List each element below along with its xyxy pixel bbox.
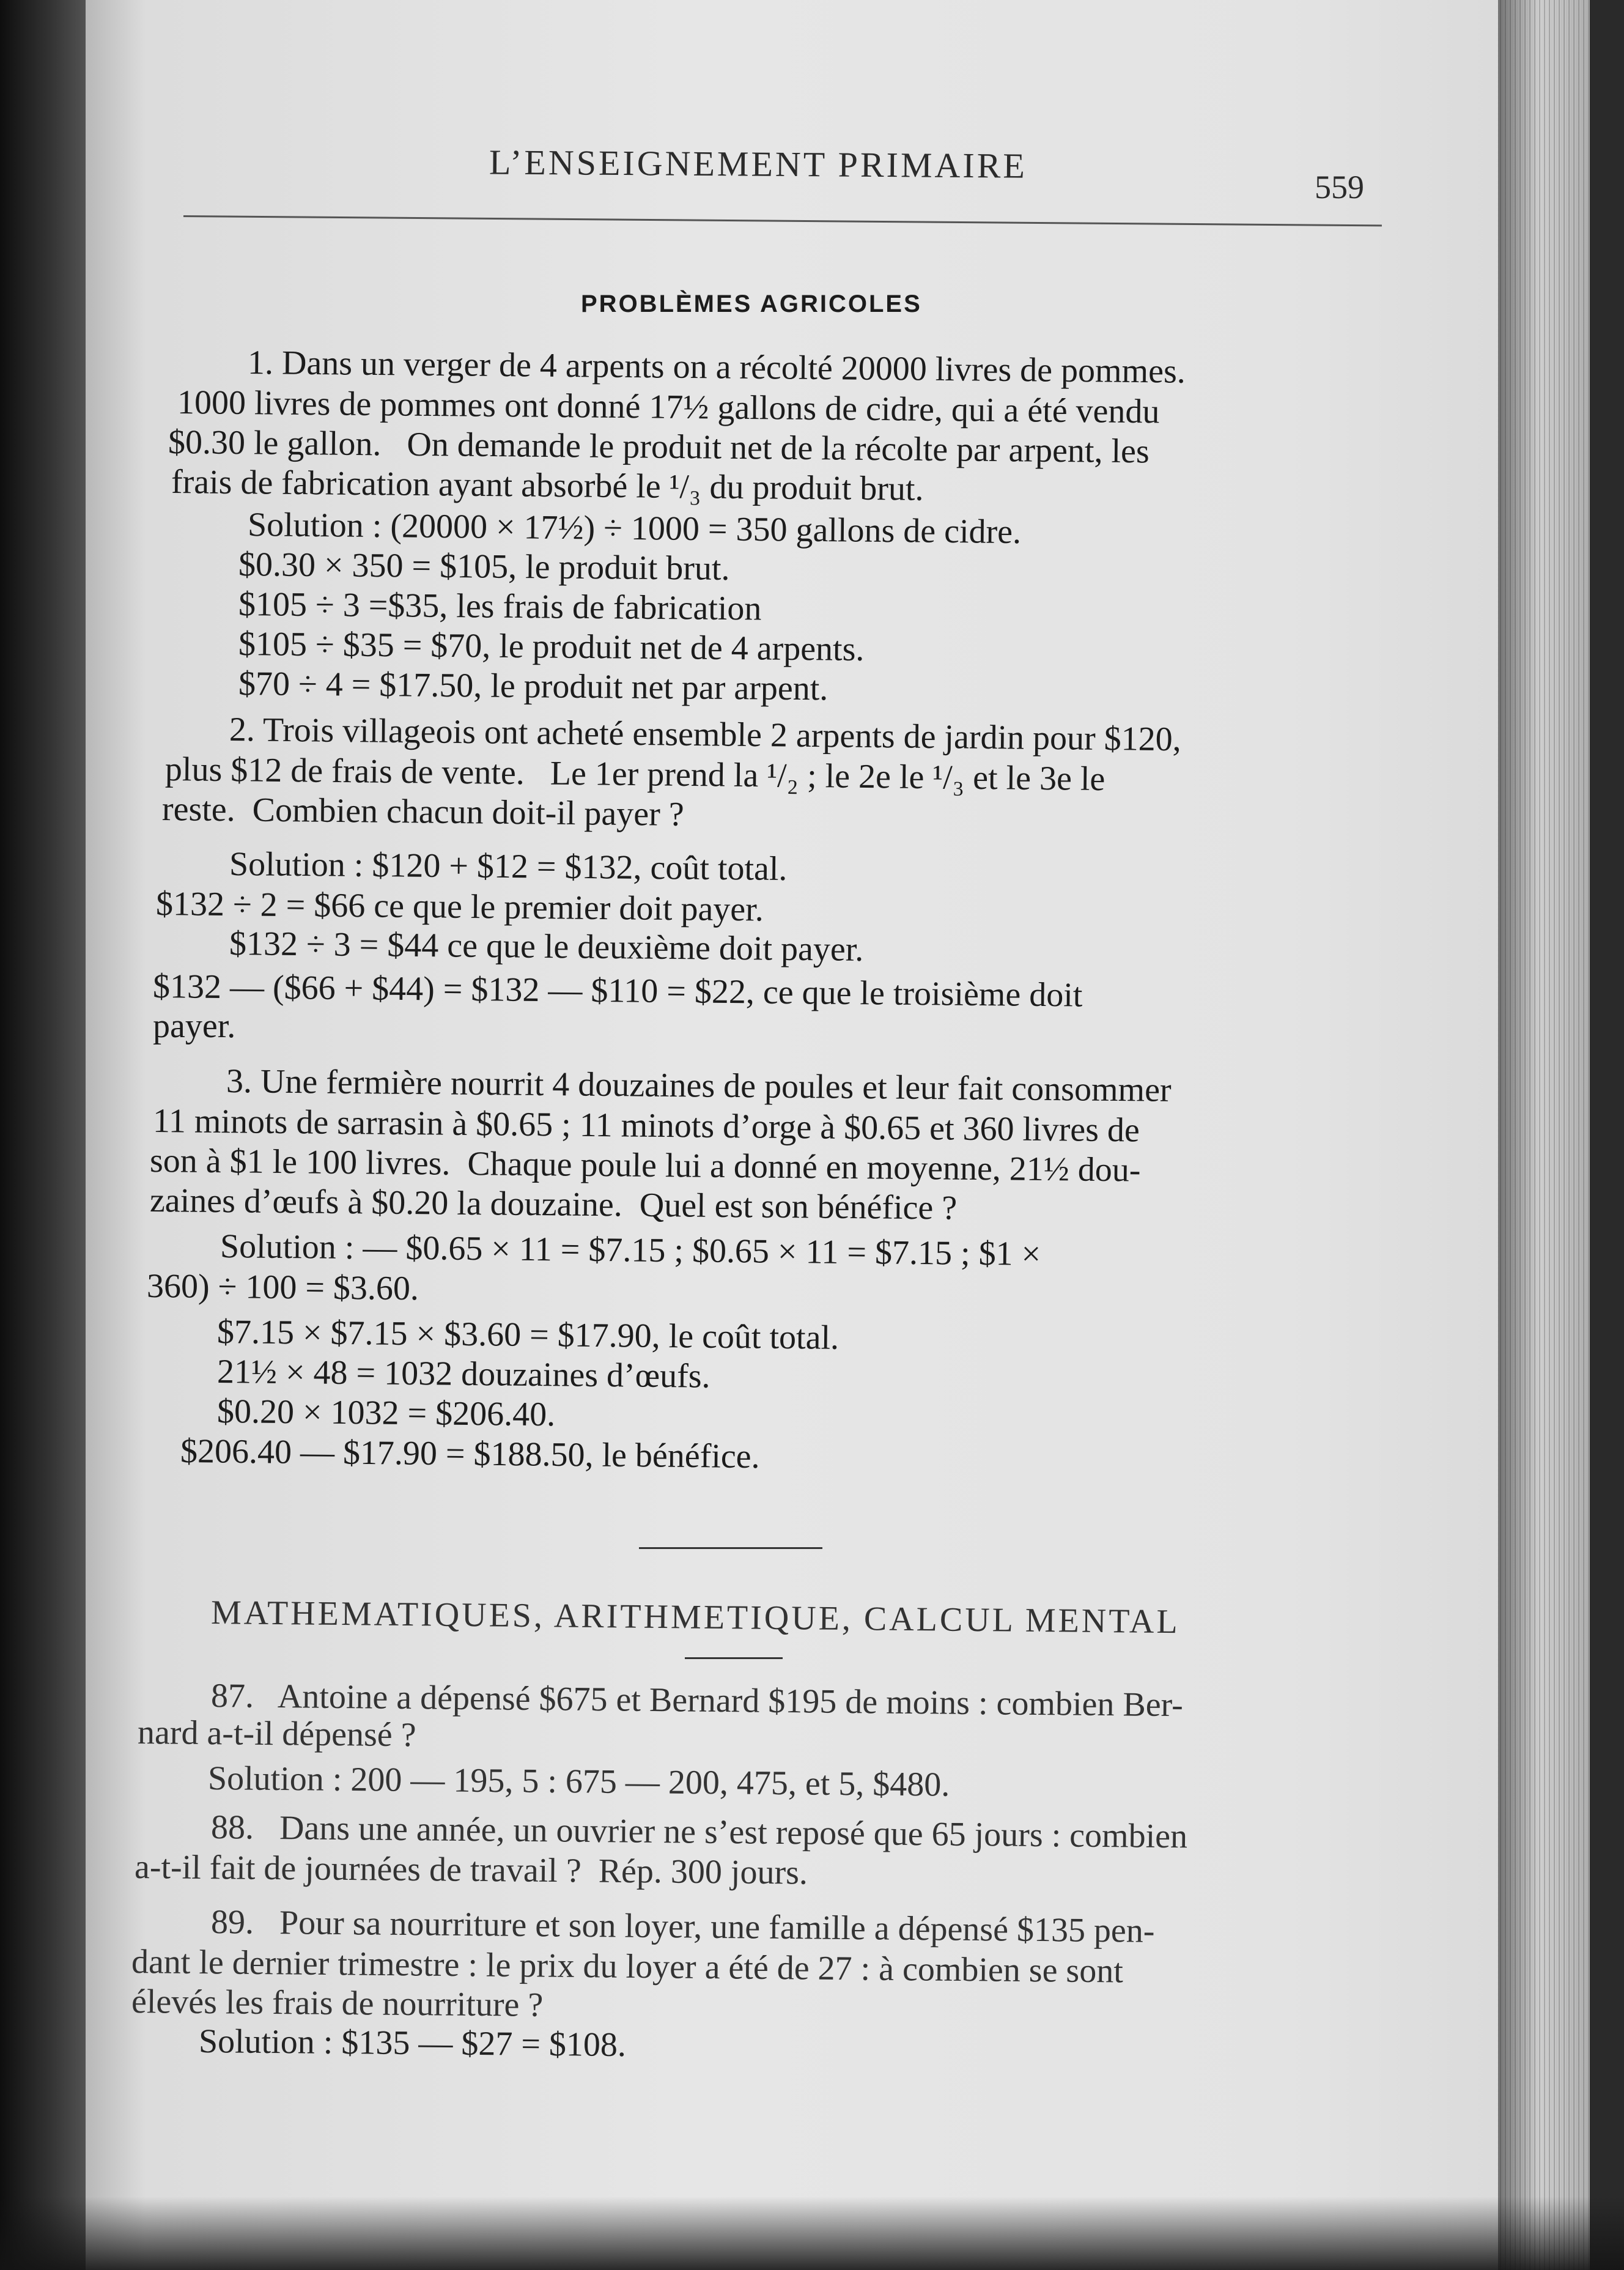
text-line: 3. Une fermière nourrit 4 douzaines de poules et leur fait consommer [226, 1062, 1172, 1109]
text-line: élevés les frais de nourriture ? [131, 1983, 544, 2024]
text-line: 1000 livres de pommes ont donné 17½ gallons de cidre, qui a été vendu [177, 383, 1160, 431]
solution-line: $7.15 × $7.15 × $3.60 = $17.90, le coût total. [216, 1313, 840, 1357]
section-title-math: MATHEMATIQUES, ARITHMETIQUE, CALCUL MENTAL [210, 1594, 1180, 1641]
text-line: 2. Trois villageois ont acheté ensemble 2 arpents de jardin pour $120, [229, 711, 1182, 759]
solution-line: 21½ × 48 = 1032 douzaines d’œufs. [216, 1353, 711, 1396]
solution-line: $0.20 × 1032 = $206.40. [216, 1392, 556, 1434]
scan-left-frame [0, 0, 92, 2270]
solution-line: $70 ÷ 4 = $17.50, le produit net par arpent. [238, 665, 829, 708]
text-line: son à $1 le 100 livres. Chaque poule lui a donné en moyenne, 21½ dou- [149, 1142, 1141, 1189]
running-title: L’ENSEIGNEMENT PRIMAIRE [489, 142, 1028, 186]
solution-line: $132 — ($66 + $44) = $132 — $110 = $22, ce que le troisième doit [152, 967, 1083, 1015]
text-line: payer. [153, 1007, 236, 1045]
text-line: 88. Dans une année, un ouvrier ne s’est reposé que 65 jours : combien [210, 1808, 1188, 1856]
text-line: zaines d’œufs à $0.20 la douzaine. Quel est son bénéfice ? [149, 1181, 958, 1227]
section-title-underline [685, 1657, 783, 1659]
solution-line: $105 ÷ $35 = $70, le produit net de 4 arpents. [238, 625, 865, 668]
text-line: 11 minots de sarrasin à $0.65 ; 11 minots d’orge à $0.65 et 360 livres de [152, 1102, 1140, 1150]
text-line: 1. Dans un verger de 4 arpents on a récolté 20000 livres de pommes. [247, 344, 1186, 391]
solution-line: $206.40 — $17.90 = $188.50, le bénéfice. [180, 1432, 760, 1476]
page-number: 559 [1315, 169, 1364, 205]
text-line: plus $12 de frais de vente. Le 1er prend la ¹/₂ ; le 2e le ¹/₃ et le 3e le [164, 750, 1105, 799]
solution-line: $0.30 × 350 = $105, le produit brut. [238, 545, 730, 588]
text-line: frais de fabrication ayant absorbé le ¹/₃ du produit brut. [171, 463, 924, 508]
solution-line: Solution : — $0.65 × 11 = $7.15 ; $0.65 × 11 = $7.15 ; $1 × [220, 1227, 1041, 1273]
text-line: dant le dernier trimestre : le prix du loyer a été de 27 : à combien se sont [131, 1943, 1124, 1991]
solution-line: Solution : $135 — $27 = $108. [198, 2022, 627, 2065]
solution-line: $132 ÷ 3 = $44 ce que le deuxième doit payer. [229, 925, 864, 969]
solution-line: Solution : 200 — 195, 5 : 675 — 200, 475, et 5, $480. [207, 1759, 950, 1804]
page-edges [1498, 0, 1590, 2270]
section-title-agricultural: PROBLÈMES AGRICOLES [581, 290, 922, 317]
solution-line: Solution : $120 + $12 = $132, coût total. [229, 845, 788, 888]
solution-line: Solution : (20000 × 17½) ÷ 1000 = 350 gallons de cidre. [247, 506, 1022, 552]
section-separator-rule [639, 1547, 822, 1549]
text-line: 87. Antoine a dépensé $675 et Bernard $195 de moins : combien Ber- [210, 1677, 1184, 1725]
text-line: 89. Pour sa nourriture et son loyer, une famille a dépensé $135 pen- [210, 1903, 1155, 1950]
solution-line: $132 ÷ 2 = $66 ce que le premier doit payer. [155, 885, 764, 929]
scan-bottom-shadow [0, 2197, 1624, 2270]
text-line: reste. Combien chacun doit-il payer ? [161, 790, 684, 834]
solution-line: $105 ÷ 3 =$35, les frais de fabrication [238, 585, 762, 628]
text-line: $0.30 le gallon. On demande le produit net de la récolte par arpent, les [168, 423, 1150, 471]
solution-line: 360) ÷ 100 = $3.60. [146, 1267, 419, 1308]
text-line: nard a-t-il dépensé ? [137, 1714, 416, 1754]
text-line: a-t-il fait de journées de travail ? Rép. 300 jours. [134, 1848, 808, 1892]
